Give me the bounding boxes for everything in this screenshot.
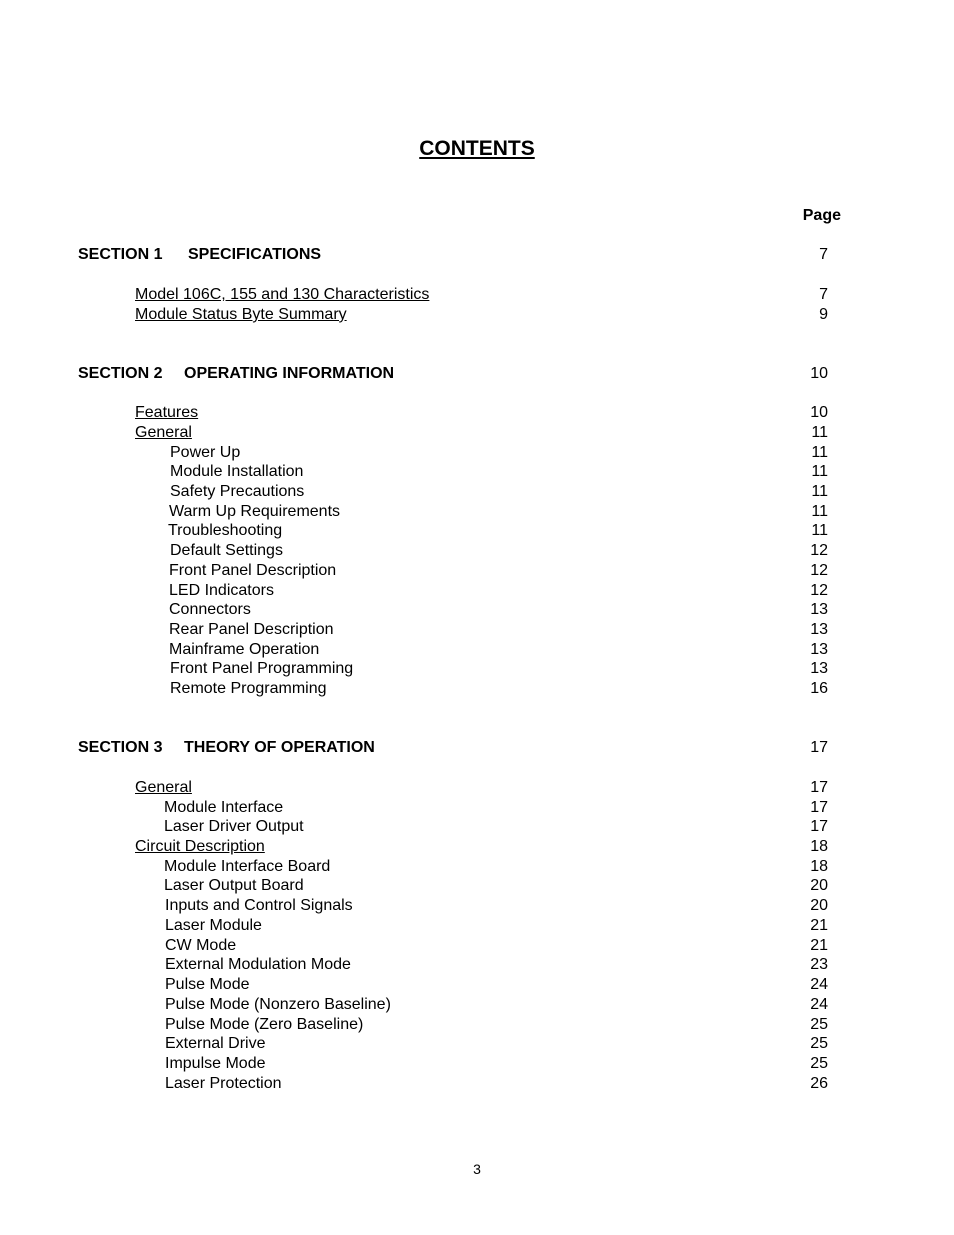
toc-entry-page-number: 13 xyxy=(810,621,828,638)
toc-entry: Module Installation xyxy=(170,463,304,480)
toc-entry: Safety Precautions xyxy=(170,483,305,500)
toc-entry: Front Panel Programming xyxy=(170,660,354,677)
toc-entry: CW Mode xyxy=(165,937,237,954)
toc-entry-page-number: 13 xyxy=(810,641,828,658)
toc-entry-page-number: 25 xyxy=(810,1016,828,1033)
toc-entry: Laser Module xyxy=(165,917,262,934)
section-title: SPECIFICATIONS xyxy=(188,246,322,263)
toc-entry-page-number: 25 xyxy=(810,1035,828,1052)
toc-entry: LED Indicators xyxy=(169,582,274,599)
section-page-number: 10 xyxy=(810,365,828,382)
toc-entry: Front Panel Description xyxy=(169,562,337,579)
toc-entry-page-number: 24 xyxy=(810,976,828,993)
toc-entry: Module Interface xyxy=(164,799,284,816)
toc-entry: Mainframe Operation xyxy=(169,641,320,658)
toc-entry-page-number: 10 xyxy=(810,404,828,421)
toc-entry: Inputs and Control Signals xyxy=(165,897,353,914)
toc-entry: Laser Output Board xyxy=(164,877,304,894)
toc-entry: Troubleshooting xyxy=(168,522,283,539)
toc-entry-page-number: 11 xyxy=(811,463,828,480)
toc-subsection-link[interactable]: General xyxy=(135,779,192,796)
section-page-number: 17 xyxy=(810,739,828,756)
toc-entry-page-number: 12 xyxy=(810,542,828,559)
toc-entry: Pulse Mode xyxy=(165,976,250,993)
toc-entry: Impulse Mode xyxy=(165,1055,266,1072)
toc-entry-page-number: 21 xyxy=(810,917,828,934)
toc-entry-page-number: 11 xyxy=(811,483,828,500)
toc-entry-page-number: 12 xyxy=(810,562,828,579)
toc-entry: Rear Panel Description xyxy=(169,621,334,638)
toc-entry-page-number: 18 xyxy=(810,858,828,875)
toc-entry-page-number: 11 xyxy=(811,522,828,539)
toc-entry-page-number: 26 xyxy=(810,1075,828,1092)
toc-entry: Default Settings xyxy=(170,542,283,559)
section-label: SECTION 1 xyxy=(78,246,163,263)
page-column-heading: Page xyxy=(802,207,841,224)
toc-subsection-link[interactable]: General xyxy=(135,424,192,441)
section-title: OPERATING INFORMATION xyxy=(184,365,395,382)
toc-entry: Module Interface Board xyxy=(164,858,331,875)
toc-entry-page-number: 11 xyxy=(811,424,828,441)
toc-entry: Power Up xyxy=(170,444,241,461)
section-page-number: 7 xyxy=(819,246,828,263)
toc-entry-page-number: 18 xyxy=(810,838,828,855)
toc-entry-page-number: 12 xyxy=(810,582,828,599)
toc-entry-page-number: 25 xyxy=(810,1055,828,1072)
toc-entry-page-number: 20 xyxy=(810,897,828,914)
toc-subsection-link[interactable]: Features xyxy=(135,404,199,421)
toc-entry: Warm Up Requirements xyxy=(169,503,341,520)
toc-entry-page-number: 17 xyxy=(810,818,828,835)
toc-subsection-link[interactable]: Circuit Description xyxy=(135,838,265,855)
toc-entry: Pulse Mode (Zero Baseline) xyxy=(165,1016,364,1033)
toc-entry-page-number: 24 xyxy=(810,996,828,1013)
toc-entry-page-number: 13 xyxy=(810,601,828,618)
toc-entry-page-number: 13 xyxy=(810,660,828,677)
section-label: SECTION 2 xyxy=(78,365,163,382)
toc-entry: Remote Programming xyxy=(170,680,327,697)
toc-entry-page-number: 16 xyxy=(810,680,828,697)
toc-entry-page-number: 17 xyxy=(810,779,828,796)
toc-entry-page-number: 11 xyxy=(811,503,828,520)
toc-entry: Laser Protection xyxy=(165,1075,282,1092)
toc-entry-page-number: 17 xyxy=(810,799,828,816)
toc-entry-page-number: 23 xyxy=(810,956,828,973)
section-title: THEORY OF OPERATION xyxy=(184,739,375,756)
toc-entry-page-number: 9 xyxy=(819,306,828,323)
toc-entry: External Drive xyxy=(165,1035,266,1052)
footer-page-number: 3 xyxy=(473,1161,481,1177)
toc-subsection-link[interactable]: Module Status Byte Summary xyxy=(135,306,347,323)
page-title: CONTENTS xyxy=(419,137,535,160)
toc-entry-page-number: 7 xyxy=(819,286,828,303)
toc-subsection-link[interactable]: Model 106C, 155 and 130 Characteristics xyxy=(135,286,430,303)
toc-entry: External Modulation Mode xyxy=(165,956,351,973)
toc-entry-page-number: 21 xyxy=(810,937,828,954)
toc-entry-page-number: 11 xyxy=(811,444,828,461)
toc-entry-page-number: 20 xyxy=(810,877,828,894)
toc-entry: Laser Driver Output xyxy=(164,818,304,835)
toc-entry: Pulse Mode (Nonzero Baseline) xyxy=(165,996,391,1013)
toc-entry: Connectors xyxy=(169,601,251,618)
section-label: SECTION 3 xyxy=(78,739,163,756)
